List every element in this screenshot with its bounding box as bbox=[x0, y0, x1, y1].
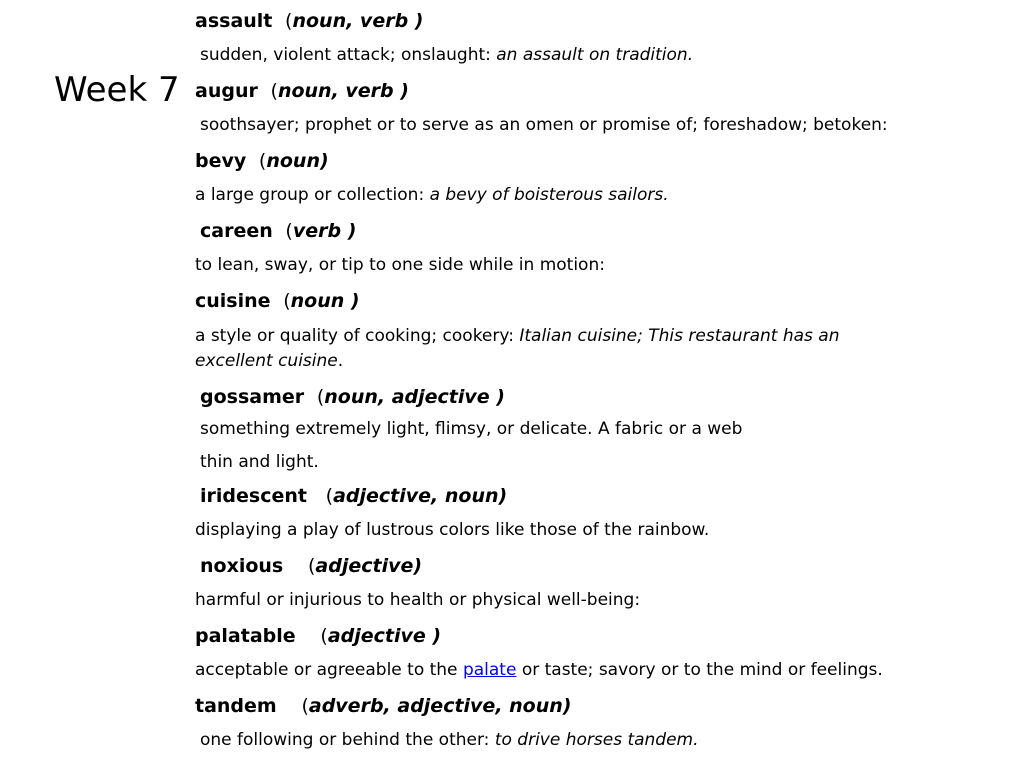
entry-augur-definition bbox=[195, 106, 995, 146]
definition-text: one following or behind the other: bbox=[200, 730, 495, 750]
entry-palatable-heading bbox=[195, 621, 995, 651]
word: noxious bbox=[200, 555, 284, 577]
entry-iridescent-definition bbox=[195, 511, 995, 551]
example-text: an assault on tradition. bbox=[496, 45, 694, 65]
part-of-speech: adjective, noun) bbox=[333, 485, 508, 507]
part-of-speech: noun ) bbox=[290, 290, 360, 312]
open-paren: ( bbox=[289, 555, 316, 577]
word: gossamer bbox=[200, 386, 305, 408]
example-text: excellent cuisine bbox=[195, 351, 338, 371]
entry-iridescent-heading bbox=[195, 481, 995, 511]
entry-assault-definition bbox=[195, 36, 995, 76]
definition-line: thin and light. bbox=[200, 452, 319, 472]
definition-line bbox=[195, 349, 995, 374]
definition-text: . bbox=[337, 351, 344, 371]
entry-palatable-definition bbox=[195, 651, 995, 691]
entry-bevy-definition bbox=[195, 176, 995, 216]
definition-text: acceptable or agreeable to the bbox=[195, 660, 463, 680]
example-text: a bevy of boisterous sailors. bbox=[429, 185, 669, 205]
word: assault bbox=[195, 10, 273, 32]
open-paren: ( bbox=[302, 625, 328, 647]
definition-text: to lean, sway, or tip to one side while in motion: bbox=[195, 255, 605, 275]
entry-assault-heading bbox=[195, 6, 995, 36]
word: tandem bbox=[195, 695, 277, 717]
part-of-speech: noun, adjective ) bbox=[324, 386, 505, 408]
palate-link[interactable]: palate bbox=[462, 660, 517, 680]
definition-text: a large group or collection: bbox=[195, 185, 430, 205]
example-text: to drive horses tandem. bbox=[494, 730, 699, 750]
definition-text: or taste; savory or to the mind or feelings. bbox=[516, 660, 883, 680]
open-paren: ( bbox=[283, 695, 309, 717]
entry-noxious-definition bbox=[195, 581, 995, 621]
open-paren: ( bbox=[279, 10, 293, 32]
part-of-speech: noun, verb ) bbox=[277, 80, 409, 102]
part-of-speech: adverb, adjective, noun) bbox=[308, 695, 572, 717]
definition-line bbox=[195, 324, 995, 349]
entry-tandem-heading bbox=[195, 691, 995, 721]
entry-careen-heading bbox=[195, 216, 995, 246]
part-of-speech: noun) bbox=[266, 150, 329, 172]
open-paren: ( bbox=[310, 386, 325, 408]
entry-cuisine-heading bbox=[195, 286, 995, 316]
open-paren: ( bbox=[279, 220, 293, 242]
definition-text: displaying a play of lustrous colors like those of the rainbow. bbox=[195, 520, 710, 540]
entry-gossamer-definition bbox=[195, 413, 995, 481]
word: palatable bbox=[195, 625, 296, 647]
entry-bevy-heading bbox=[195, 146, 995, 176]
definition-text: harmful or injurious to health or physical well-being: bbox=[195, 590, 641, 610]
word: careen bbox=[200, 220, 273, 242]
part-of-speech: adjective ) bbox=[327, 625, 442, 647]
definition-text: soothsayer; prophet or to serve as an omen or promise of; foreshadow; betoken: bbox=[200, 115, 888, 135]
open-paren: ( bbox=[252, 150, 267, 172]
part-of-speech: noun, verb ) bbox=[292, 10, 424, 32]
word: cuisine bbox=[195, 290, 271, 312]
entry-tandem-definition bbox=[195, 721, 995, 761]
part-of-speech: verb ) bbox=[292, 220, 357, 242]
word: iridescent bbox=[200, 485, 307, 507]
definition-line: something extremely light, flimsy, or delicate. A fabric or a web bbox=[200, 419, 743, 439]
entry-gossamer-heading bbox=[195, 382, 995, 412]
entry-careen-definition bbox=[195, 246, 995, 286]
part-of-speech: adjective) bbox=[315, 555, 423, 577]
example-text: Italian cuisine; This restaurant has an bbox=[519, 326, 840, 346]
entry-noxious-heading bbox=[195, 551, 995, 581]
open-paren: ( bbox=[264, 80, 278, 102]
word: bevy bbox=[195, 150, 247, 172]
open-paren: ( bbox=[277, 290, 291, 312]
definition-text: a style or quality of cooking; cookery: bbox=[195, 326, 520, 346]
vocabulary-list bbox=[195, 6, 995, 761]
entry-cuisine-definition bbox=[195, 324, 995, 382]
word: augur bbox=[195, 80, 258, 102]
definition-text: sudden, violent attack; onslaught: bbox=[200, 45, 497, 65]
entry-augur-heading bbox=[195, 76, 995, 106]
open-paren: ( bbox=[313, 485, 334, 507]
slide-title: Week 7 bbox=[54, 70, 180, 110]
